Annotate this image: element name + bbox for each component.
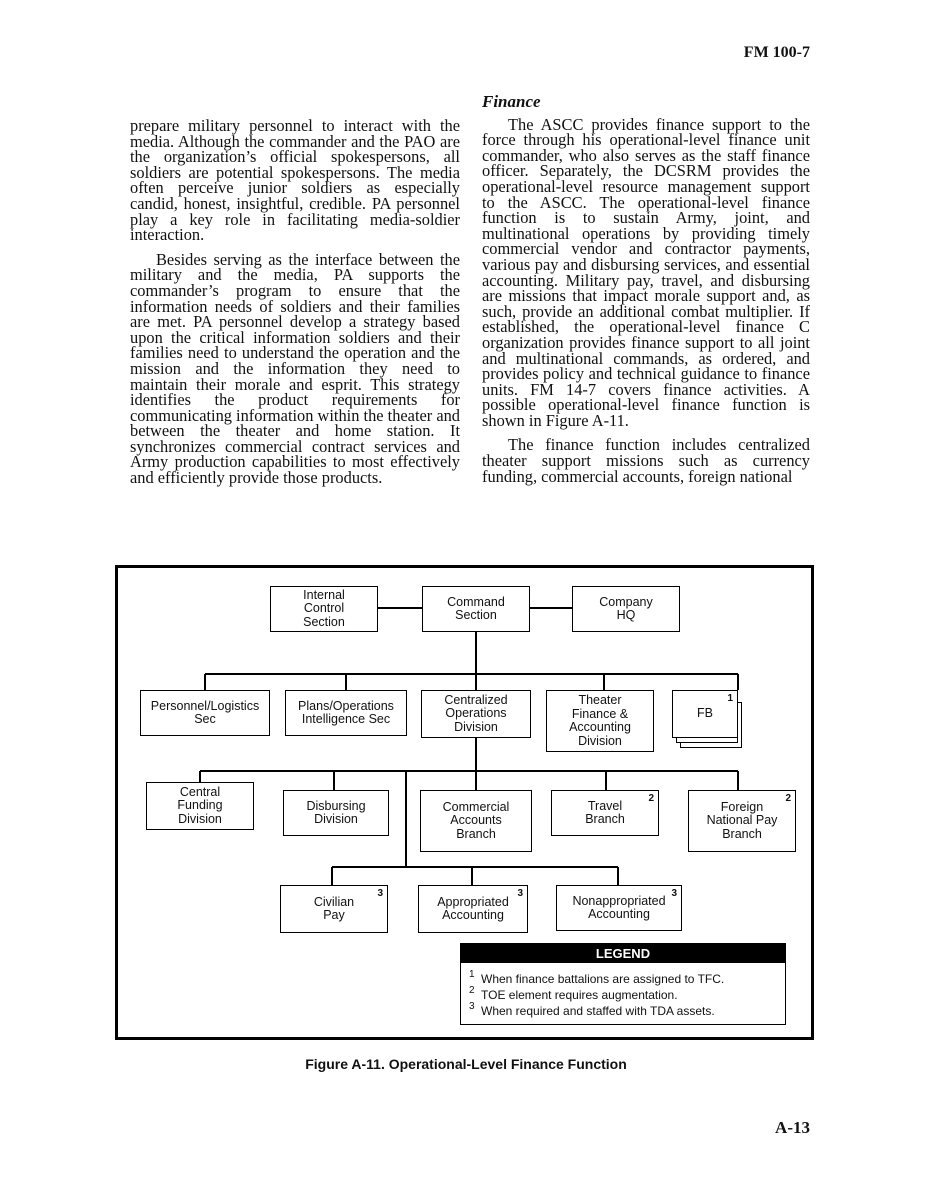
legend-box bbox=[460, 943, 786, 1025]
travel-branch-box bbox=[551, 790, 659, 836]
appropriated-accounting-box bbox=[418, 885, 528, 933]
legend-item-1-number: 1 bbox=[469, 969, 475, 980]
internal-control-section-box: Internal Control Section bbox=[270, 586, 378, 632]
legend-item-3-text: When required and staffed with TDA assets. bbox=[481, 1004, 715, 1018]
civilian-pay-box bbox=[280, 885, 388, 933]
fb-label: FB bbox=[697, 706, 713, 721]
left-paragraph-2: Besides serving as the interface between the military and the media, PA supports the commander’s program to ensure that the information needs of soldiers and their families are met. PA personnel develop a strategy based upon the critical information soldiers and their families need to understand the operation and the mission and the information they need to maintain their morale and esprit. This strategy identifies the product requirements for communicating information within the theater and between the theater and home station. It synchronizes commercial contract services and Army production capabilities to most effectively and efficiently provide those products. bbox=[130, 249, 460, 488]
nonappropriated-accounting-box bbox=[556, 885, 682, 931]
legend-item-1 bbox=[461, 971, 785, 987]
travel-note-marker: 2 bbox=[648, 793, 654, 804]
civilian-pay-label: Civilian Pay bbox=[313, 894, 355, 922]
page-header: FM 100-7 bbox=[743, 44, 810, 61]
command-section-box: Command Section bbox=[422, 586, 530, 632]
left-paragraph-1: prepare military personnel to interact with the media. Although the commander and the PAO are the organization’s official spokespersons, all soldiers are potential spokespersons. The media often perceive junior soldiers as especially candid, honest, insightful, credible. PA personnel play a key role in facilitating media-soldier interaction. bbox=[130, 116, 460, 245]
fb-note-marker: 1 bbox=[727, 693, 733, 704]
fb-box bbox=[672, 690, 738, 738]
legend-item-2-number: 2 bbox=[469, 985, 475, 996]
right-paragraph-2: The finance function includes centralized theater support missions such as currency funding, commercial accounts, foreign national bbox=[482, 435, 810, 486]
personnel-logistics-box: Personnel/Logistics Sec bbox=[140, 690, 270, 736]
right-paragraph-1: The ASCC provides finance support to the force through his operational-level finance unit commander, who also serves as the staff finance officer. Separately, the DCSRM provides the operational-level resource management support to the ASCC. The operational-level finance function is to sustain Army, joint, and multinational operations by providing timely commercial vendor and contractor payments, various pay and disbursing services, and essential accounting. Military pay, travel, and disbursing are missions that impact morale support and, as such, provide an additional combat multiplier. If established, the operational-level finance C organization provides finance support to all joint and multinational commands, as ordered, and provides policy and technical guidance to finance units. FM 14-7 covers finance activities. A possible operational-level finance function is shown in Figure A-11. bbox=[482, 114, 810, 430]
plans-operations-box: Plans/Operations Intelligence Sec bbox=[285, 690, 407, 736]
commercial-accounts-box: Commercial Accounts Branch bbox=[420, 790, 532, 852]
theater-finance-box: Theater Finance & Accounting Division bbox=[546, 690, 654, 752]
legend-item-1-text: When finance battalions are assigned to TFC. bbox=[481, 972, 725, 986]
nonappropriated-accounting-label: Nonappropriated Accounting bbox=[572, 893, 666, 921]
disbursing-division-box: Disbursing Division bbox=[283, 790, 389, 836]
centralized-operations-box: Centralized Operations Division bbox=[421, 690, 531, 738]
legend-item-2-text: TOE element requires augmentation. bbox=[481, 988, 678, 1002]
legend-title: LEGEND bbox=[461, 944, 785, 963]
legend-item-3-number: 3 bbox=[469, 1001, 475, 1012]
section-title-finance: Finance bbox=[482, 92, 541, 111]
foreign-national-box bbox=[688, 790, 796, 852]
page-footer: A-13 bbox=[775, 1118, 810, 1137]
legend-item-3 bbox=[461, 1003, 785, 1019]
company-hq-box: Company HQ bbox=[572, 586, 680, 632]
foreign-note-marker: 2 bbox=[785, 793, 791, 804]
civilian-note-marker: 3 bbox=[377, 888, 383, 899]
legend-item-2 bbox=[461, 987, 785, 1003]
central-funding-box: Central Funding Division bbox=[146, 782, 254, 830]
foreign-national-label: Foreign National Pay Branch bbox=[706, 799, 778, 841]
figure-caption: Figure A-11. Operational-Level Finance Function bbox=[305, 1056, 627, 1072]
appropriated-accounting-label: Appropriated Accounting bbox=[437, 894, 509, 922]
nonappropriated-note-marker: 3 bbox=[671, 888, 677, 899]
travel-branch-label: Travel Branch bbox=[585, 798, 625, 826]
appropriated-note-marker: 3 bbox=[517, 888, 523, 899]
